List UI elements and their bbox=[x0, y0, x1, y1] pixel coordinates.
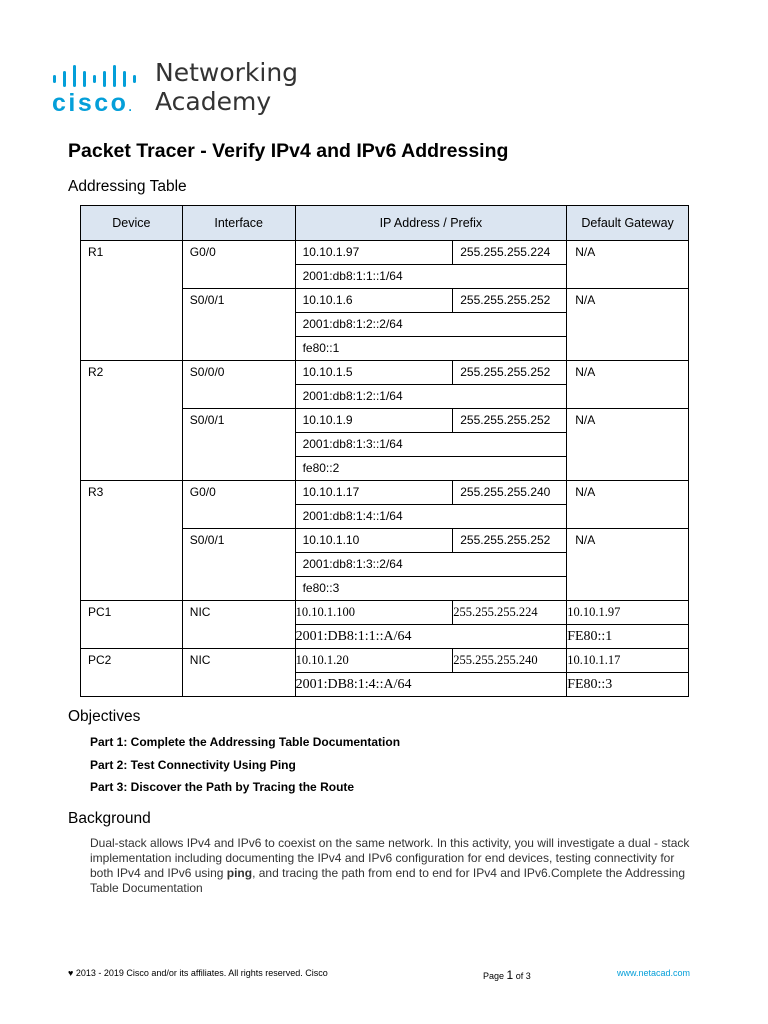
cell-gateway: N/A bbox=[567, 409, 689, 481]
cell-device: PC1 bbox=[81, 601, 183, 649]
header-gateway: Default Gateway bbox=[567, 206, 689, 241]
page-title: Packet Tracer - Verify IPv4 and IPv6 Addressing bbox=[68, 140, 509, 162]
background-paragraph bbox=[90, 836, 690, 896]
cisco-bars-icon bbox=[52, 62, 144, 88]
cell-mask: 255.255.255.224 bbox=[453, 601, 567, 625]
header-ip-address: IP Address / Prefix bbox=[295, 206, 567, 241]
cell-mask: 255.255.255.252 bbox=[453, 409, 567, 433]
cell-interface: S0/0/0 bbox=[182, 361, 295, 409]
logo-networking: Networking bbox=[155, 58, 299, 87]
cell-ipv4: 10.10.1.97 bbox=[295, 241, 453, 265]
table-header-row bbox=[81, 206, 689, 241]
cell-mask: 255.255.255.252 bbox=[453, 529, 567, 553]
cell-device: R2 bbox=[81, 361, 183, 481]
table-row bbox=[81, 601, 689, 625]
cell-device: R1 bbox=[81, 241, 183, 361]
addressing-table bbox=[80, 205, 689, 697]
cell-gateway: 10.10.1.97 bbox=[567, 601, 689, 625]
footer-url-link[interactable]: www.netacad.com bbox=[617, 968, 691, 978]
cell-gateway: 10.10.1.17 bbox=[567, 649, 689, 673]
cell-ipv6: 2001:db8:1:4::1/64 bbox=[295, 505, 567, 529]
objective-part-3: Part 3: Discover the Path by Tracing the Route bbox=[90, 780, 355, 794]
footer-page-number bbox=[483, 968, 531, 982]
cell-gateway: N/A bbox=[567, 529, 689, 601]
addressing-table-heading: Addressing Table bbox=[68, 178, 187, 195]
table-row bbox=[81, 241, 689, 265]
cell-mask: 255.255.255.252 bbox=[453, 361, 567, 385]
header-device: Device bbox=[81, 206, 183, 241]
logo-academy: Academy bbox=[155, 87, 272, 116]
header-interface: Interface bbox=[182, 206, 295, 241]
cell-gateway-ipv6: FE80::3 bbox=[567, 673, 689, 697]
cell-mask: 255.255.255.240 bbox=[453, 649, 567, 673]
cell-interface: G0/0 bbox=[182, 241, 295, 289]
cell-mask: 255.255.255.240 bbox=[453, 481, 567, 505]
background-text-a: Dual-stack allows IPv4 and IPv6 to coexist on the same network. In this activity, you will investigate a dual - stack implementation including documenting the IPv4 and IPv6 configuration for end devices, testing connectivity for both IPv4 and IPv6 using bbox=[90, 836, 690, 880]
cell-gateway: N/A bbox=[567, 481, 689, 529]
cell-ipv6: 2001:db8:1:2::1/64 bbox=[295, 385, 567, 409]
cell-ipv4: 10.10.1.20 bbox=[295, 649, 453, 673]
cell-interface: S0/0/1 bbox=[182, 409, 295, 481]
cell-gateway: N/A bbox=[567, 289, 689, 361]
cell-ipv6: 2001:db8:1:3::1/64 bbox=[295, 433, 567, 457]
cell-device: R3 bbox=[81, 481, 183, 601]
cell-ipv6: 2001:DB8:1:4::A/64 bbox=[295, 673, 567, 697]
cell-ipv4: 10.10.1.17 bbox=[295, 481, 453, 505]
table-row bbox=[81, 481, 689, 505]
objectives-heading: Objectives bbox=[68, 708, 141, 725]
table-row bbox=[81, 361, 689, 385]
cisco-wordmark: cisco. bbox=[52, 89, 132, 117]
cisco-networking-academy-logo bbox=[52, 58, 312, 118]
objective-part-1: Part 1: Complete the Addressing Table Documentation bbox=[90, 735, 401, 749]
cell-gateway: N/A bbox=[567, 241, 689, 289]
cell-device: PC2 bbox=[81, 649, 183, 697]
background-text-b: , and tracing the path from end to end for IPv4 and IPv6.Complete the Addressing Table Documentation bbox=[90, 866, 686, 895]
cell-link-local: fe80::3 bbox=[295, 577, 567, 601]
cell-interface: NIC bbox=[182, 601, 295, 649]
page-current: 1 bbox=[506, 968, 514, 982]
table-row bbox=[81, 649, 689, 673]
background-text-ping: ping bbox=[226, 866, 253, 880]
cell-interface: S0/0/1 bbox=[182, 529, 295, 601]
cell-ipv4: 10.10.1.10 bbox=[295, 529, 453, 553]
cell-link-local: fe80::2 bbox=[295, 457, 567, 481]
cell-interface: S0/0/1 bbox=[182, 289, 295, 361]
cell-mask: 255.255.255.252 bbox=[453, 289, 567, 313]
cell-interface: G0/0 bbox=[182, 481, 295, 529]
objective-part-2: Part 2: Test Connectivity Using Ping bbox=[90, 757, 296, 772]
cell-ipv6: 2001:DB8:1:1::A/64 bbox=[295, 625, 567, 649]
page-label: Page bbox=[483, 971, 507, 981]
cell-ipv4: 10.10.1.100 bbox=[295, 601, 453, 625]
footer-copyright: ♥ 2013 - 2019 Cisco and/or its affiliates. All rights reserved. Cisco bbox=[68, 968, 328, 978]
cell-link-local: fe80::1 bbox=[295, 337, 567, 361]
cell-gateway: N/A bbox=[567, 361, 689, 409]
cell-ipv6: 2001:db8:1:1::1/64 bbox=[295, 265, 567, 289]
cell-interface: NIC bbox=[182, 649, 295, 697]
background-heading: Background bbox=[68, 810, 151, 827]
cell-ipv6: 2001:db8:1:2::2/64 bbox=[295, 313, 567, 337]
cell-ipv6: 2001:db8:1:3::2/64 bbox=[295, 553, 567, 577]
cell-ipv4: 10.10.1.9 bbox=[295, 409, 453, 433]
objectives-list bbox=[90, 735, 400, 803]
cell-ipv4: 10.10.1.6 bbox=[295, 289, 453, 313]
page-total: of 3 bbox=[513, 971, 531, 981]
cell-mask: 255.255.255.224 bbox=[453, 241, 567, 265]
cell-gateway-ipv6: FE80::1 bbox=[567, 625, 689, 649]
cell-ipv4: 10.10.1.5 bbox=[295, 361, 453, 385]
